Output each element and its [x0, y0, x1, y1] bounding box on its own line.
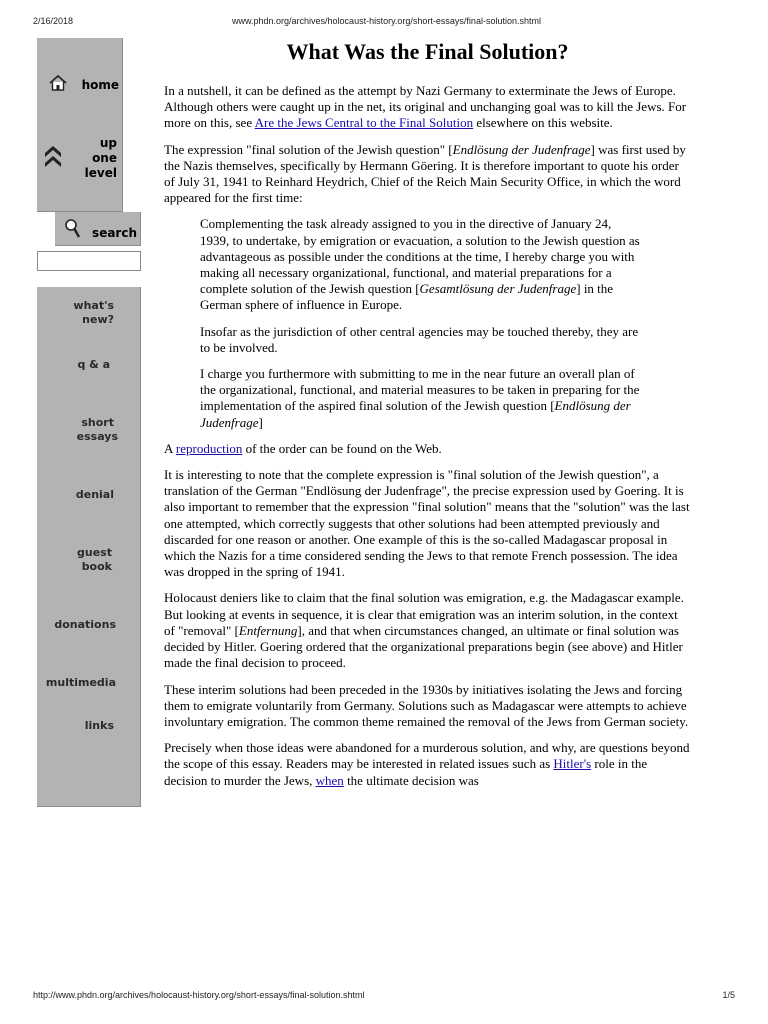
quote1-text-a: Complementing the task already assigned to you in the directive of January 24, 1939, to undertake, by emigration or evacuation, a solution to the Jewish question as advantageous as possible under the conditions at the time, I hereby charge you with making all necessary organizational, functional, and material preparations for a complete solution of the Jewish question [: [200, 216, 640, 297]
intro-paragraph: [164, 83, 691, 132]
reproduction-text-a: A: [164, 440, 176, 456]
link-reproduction[interactable]: reproduction: [175, 440, 243, 456]
link-jews-central[interactable]: Are the Jews Central to the Final Solution: [254, 115, 474, 131]
sidebar-top-panel: [37, 38, 123, 212]
reproduction-text-b: of the order can be found on the Web.: [242, 440, 442, 456]
deniers-paragraph: [164, 590, 691, 671]
interesting-paragraph: It is interesting to note that the complete expression is "final solution of the Jewish question", a translation of the German "Endlösung der Judenfrage", the precise expression used by Goering. It is also important to remember that the expression "final solution" means that the "solution" was the last one attempted, which correctly suggests that other solutions had been attempted previously and discarded for one reason or another. One example of this is the so-called Madagascar proposal in which the Nazis for a time considered sending the Jews to that remote French possession. The idea was dropped in the spring of 1941.: [164, 467, 690, 580]
sidebar-menu: [37, 287, 141, 807]
sidebar-item-links[interactable]: links: [84, 719, 114, 732]
precisely-text-a: Precisely when those ideas were abandoned for a murderous solution, and why, are questions beyond the scope of this essay. Readers may be interested in related issues such as: [164, 740, 690, 772]
intro-text: In a nutshell, it can be defined as the attempt by Nazi Germany to exterminate the Jews of Europe. Although others were caught up in the net, its original and unchanging goal was to kill the Jews. For more on this, see: [164, 83, 687, 131]
sidebar-item-short-essays-line1[interactable]: short: [81, 416, 114, 429]
intro-text-end: elsewhere on this website.: [473, 115, 613, 131]
quote-paragraph-2: Insofar as the jurisdiction of other central agencies may be touched thereby, they are to be involved.: [200, 323, 639, 355]
sidebar-search-panel: [55, 212, 141, 246]
quote1-text-c: ] in the German sphere of influence in Europe.: [200, 281, 614, 313]
print-date: 2/16/2018: [33, 16, 74, 26]
up-level-icon[interactable]: [43, 142, 63, 170]
page-title: What Was the Final Solution?: [286, 39, 569, 64]
up-level-link-line1[interactable]: up: [99, 136, 117, 150]
quote-paragraph-3: [200, 366, 641, 431]
essay-content: [164, 38, 691, 799]
sidebar-item-guest-book-line1[interactable]: guest: [77, 546, 112, 559]
magnifier-icon[interactable]: [64, 218, 82, 240]
up-level-link-line2[interactable]: one: [92, 151, 117, 165]
deniers-text-german: Entfernung: [238, 622, 298, 638]
expression-text-c: ] was first used by the Nazis themselves, specifically by Hermann Göering. It is therefore important to quote his order of July 31, 1941 to Reinhard Heydrich, Chief of the Reich Main Security Office, in which the word appeared for the first time:: [164, 141, 686, 206]
sidebar-item-donations[interactable]: donations: [54, 618, 116, 631]
sidebar-item-q-and-a[interactable]: q & a: [77, 358, 110, 371]
print-footer: [0, 990, 768, 1004]
home-icon[interactable]: [48, 74, 68, 92]
precisely-paragraph: [164, 740, 691, 789]
expression-paragraph: [164, 142, 691, 207]
expression-text-german: Endlösung der Judenfrage: [452, 141, 591, 157]
page-number: 1/5: [722, 990, 735, 1000]
sidebar-item-whats-new-line1[interactable]: what's: [73, 299, 114, 312]
sidebar-item-whats-new-line2[interactable]: new?: [82, 313, 114, 326]
search-input[interactable]: [37, 251, 141, 271]
link-hitlers[interactable]: Hitler's: [553, 756, 592, 772]
expression-text-a: The expression "final solution of the Jewish question" [: [164, 141, 453, 157]
sidebar-item-short-essays-line2[interactable]: essays: [76, 430, 118, 443]
search-button[interactable]: search: [92, 226, 137, 240]
sidebar-item-multimedia[interactable]: multimedia: [45, 676, 116, 689]
link-when[interactable]: when: [315, 772, 344, 788]
quote3-text-c: ]: [258, 414, 263, 430]
up-level-link-line3[interactable]: level: [84, 166, 117, 180]
reproduction-paragraph: [164, 441, 691, 457]
quote3-text-a: I charge you furthermore with submitting to me in the near future an overall plan of the organizational, functional, and material measures to be taken in preparing for the implementation of the aspired final solution of the Jewish question [: [200, 366, 640, 414]
sidebar-item-guest-book-line2[interactable]: book: [81, 560, 112, 573]
deniers-text-c: ], and that when circumstances changed, an ultimate or final solution was decided by Hitler. Goering ordered that the organizational preparations begin (see above) and Hitler made the final decision to proceed.: [164, 622, 683, 671]
sidebar-item-denial[interactable]: denial: [75, 488, 114, 501]
interim-paragraph: These interim solutions had been preceded in the 1930s by initiatives isolating the Jews and forcing them to emigrate voluntarily from Germany. Solutions such as Madagascar were attempts to achieve involuntary emigration. The common theme remained the removal of the Jews from German society.: [164, 681, 689, 729]
home-link[interactable]: home: [81, 78, 119, 92]
quote-paragraph-1: [200, 216, 641, 313]
print-header: [0, 16, 768, 30]
quote1-text-german: Gesamtlösung der Judenfrage: [419, 281, 577, 297]
precisely-text-c: the ultimate decision was: [343, 772, 479, 788]
deniers-text-a: Holocaust deniers like to claim that the final solution was emigration, e.g. the Madagascar example. But looking at events in sequence, it is clear that emigration was an interim solution, in the context of "removal" [: [164, 590, 684, 638]
quote3-text-german: Endlösung der Judenfrage: [200, 398, 631, 430]
footer-url: http://www.phdn.org/archives/holocaust-history.org/short-essays/final-solution.shtml: [33, 990, 365, 1000]
print-url: www.phdn.org/archives/holocaust-history.org/short-essays/final-solution.shtml: [232, 16, 541, 26]
precisely-text-b: role in the decision to murder the Jews,: [164, 756, 648, 788]
